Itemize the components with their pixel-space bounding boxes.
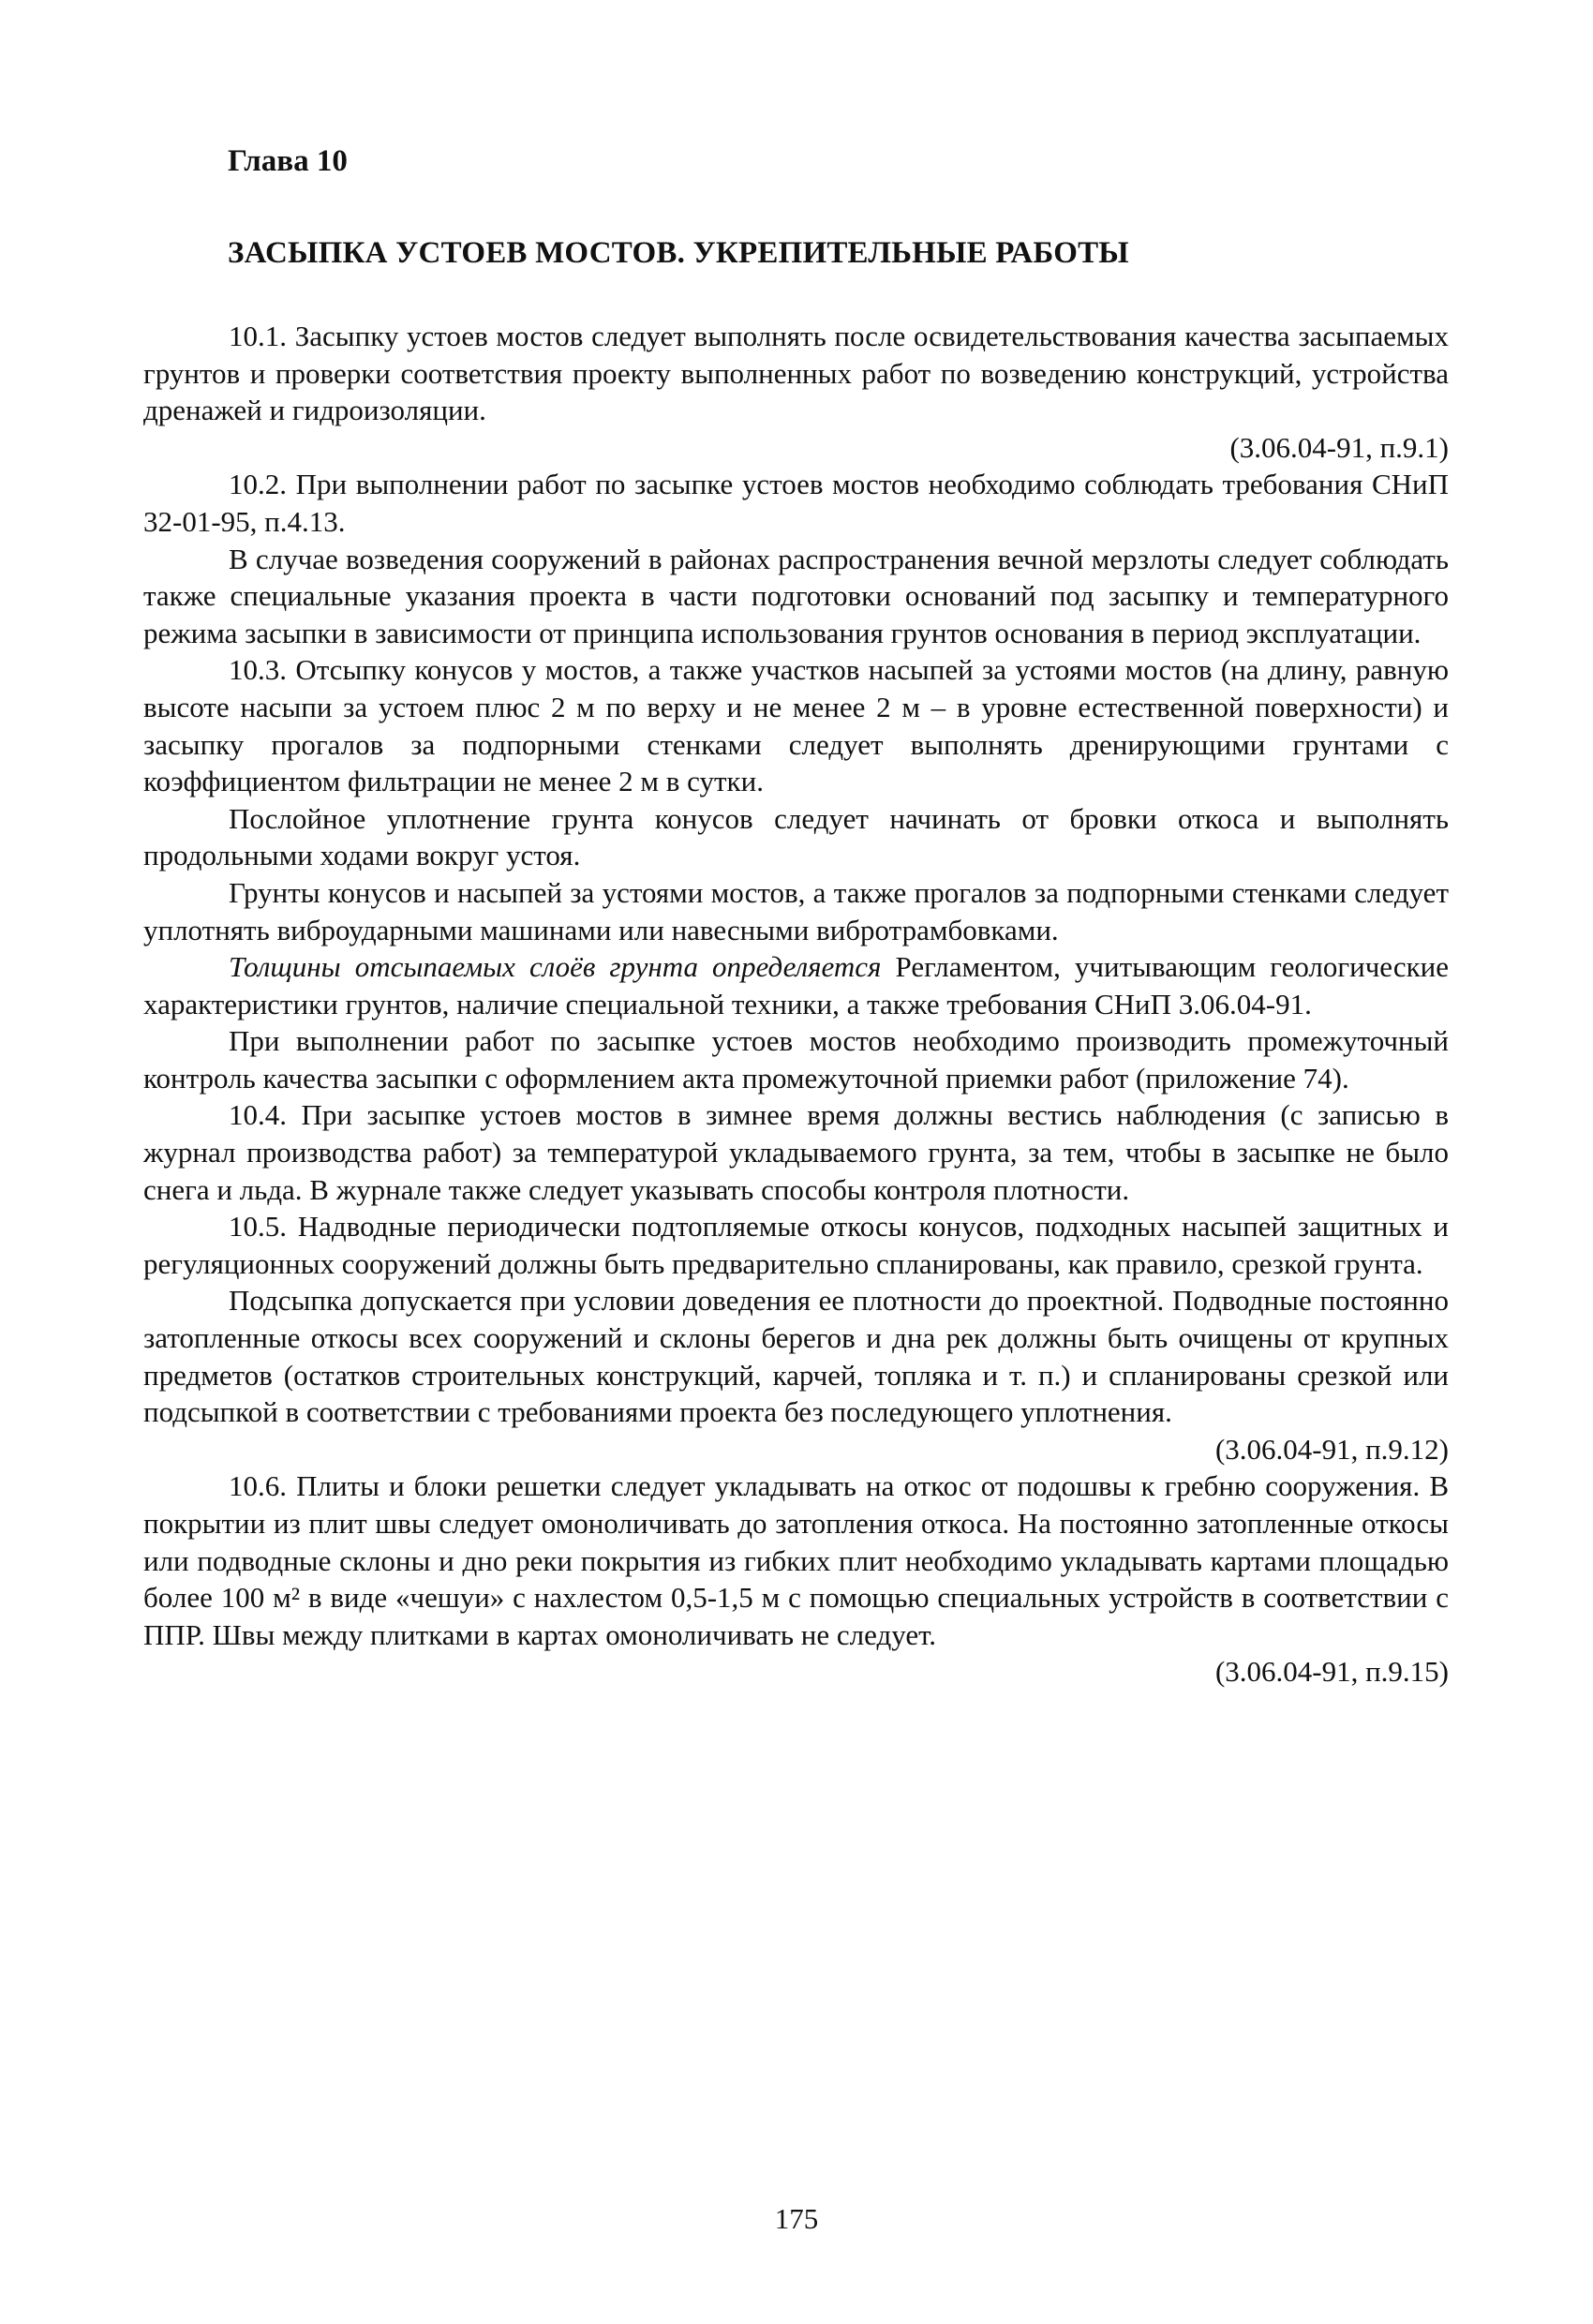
paragraph-intermediate-control: При выполнении работ по засыпке устоев мостов необходимо производить промежуточный контроль качества засыпки с оформлением акта промежуточной приемки работ (приложение 74). <box>143 1024 1449 1095</box>
paragraph-permafrost: В случае возведения сооружений в районах распространения вечной мерзлоты следует соблюдать также специальные указания проекта в части подготовки оснований под засыпку и температурного режима засыпки в зависимости от принципа использования грунтов основания в период эксплуатации. <box>143 542 1449 649</box>
paragraph-layer-thickness-rest: Регламентом, учитывающим геологические характеристики грунтов, наличие специальной техники, а также требования СНиП 3.06.04-91. <box>143 950 1449 1020</box>
reference-9-1: (3.06.04-91, п.9.1) <box>1229 430 1449 464</box>
paragraph-10-4: 10.4. При засыпке устоев мостов в зимнее время должны вестись наблюдения (с записью в журнал производства работ) за температурой укладываемого грунта, за тем, чтобы в засыпке не было снега и льда. В журнале также следует указывать способы контроля плотности. <box>143 1098 1449 1206</box>
page-number: 175 <box>774 2202 819 2235</box>
document-body <box>143 318 1449 1691</box>
reference-9-15: (3.06.04-91, п.9.15) <box>1214 1655 1449 1689</box>
paragraph-vibration-compaction: Грунты конусов и насыпей за устоями мостов, а также прогалов за подпорными стенками следует уплотнять виброударными машинами или навесными вибротрамбовками. <box>143 875 1449 946</box>
paragraph-backfill: Подсыпка допускается при условии доведения ее плотности до проектной. Подводные постоянно затопленные откосы всех сооружений и склоны берегов и дна рек должны быть очищены от крупных предметов (остатков строительных конструкций, карчей, топляка и т. п.) и спланированы срезкой или подсыпкой в соответствии с требованиями проекта без последующего уплотнения. <box>143 1284 1449 1429</box>
paragraph-10-5: 10.5. Надводные периодически подтопляемые откосы конусов, подходных насыпей защитных и регуляционных сооружений должны быть предварительно спланированы, как правило, срезкой грунта. <box>143 1210 1449 1280</box>
paragraph-10-3: 10.3. Отсыпку конусов у мостов, а также участков насыпей за устоями мостов (на длину, равную высоте насыпи за устоем плюс 2 м по верху и не менее 2 м – в уровне естественной поверхности) и засыпку прогалов за подпорными стенками следует выполнять дренирующими грунтами с коэффициентом фильтрации не менее 2 м в сутки. <box>143 653 1449 798</box>
paragraph-10-6: 10.6. Плиты и блоки решетки следует укладывать на откос от подошвы к гребню сооружения. В покрытии из плит швы следует омоноличивать до затопления откоса. На постоянно затопленные откосы или подводные склоны и дно реки покрытия из гибких плит необходимо укладывать картами площадью более 100 м² в виде «чешуи» с нахлестом 0,5-1,5 м с помощью специальных устройств в соответствии с ППР. Швы между плитками в картах омоноличивать не следует. <box>143 1469 1449 1651</box>
chapter-title: ЗАСЫПКА УСТОЕВ МОСТОВ. УКРЕПИТЕЛЬНЫЕ РАБОТЫ <box>228 236 1129 270</box>
paragraph-10-1: 10.1. Засыпку устоев мостов следует выполнять после освидетельствования качества засыпаемых грунтов и проверки соответствия проекту выполненных работ по возведению конструкций, устройства дренажей и гидроизоляции. <box>143 320 1449 427</box>
chapter-label: Глава 10 <box>228 144 348 178</box>
paragraph-layer-thickness <box>143 948 1449 1022</box>
italic-fragment: Толщины отсыпаемых слоёв грунта определяется <box>229 950 882 984</box>
paragraph-layer-compaction: Послойное уплотнение грунта конусов следует начинать от бровки откоса и выполнять продольными ходами вокруг устоя. <box>143 801 1449 872</box>
paragraph-10-2: 10.2. При выполнении работ по засыпке устоев мостов необходимо соблюдать требования СНиП 32-01-95, п.4.13. <box>143 468 1449 538</box>
reference-9-12: (3.06.04-91, п.9.12) <box>1214 1432 1449 1466</box>
